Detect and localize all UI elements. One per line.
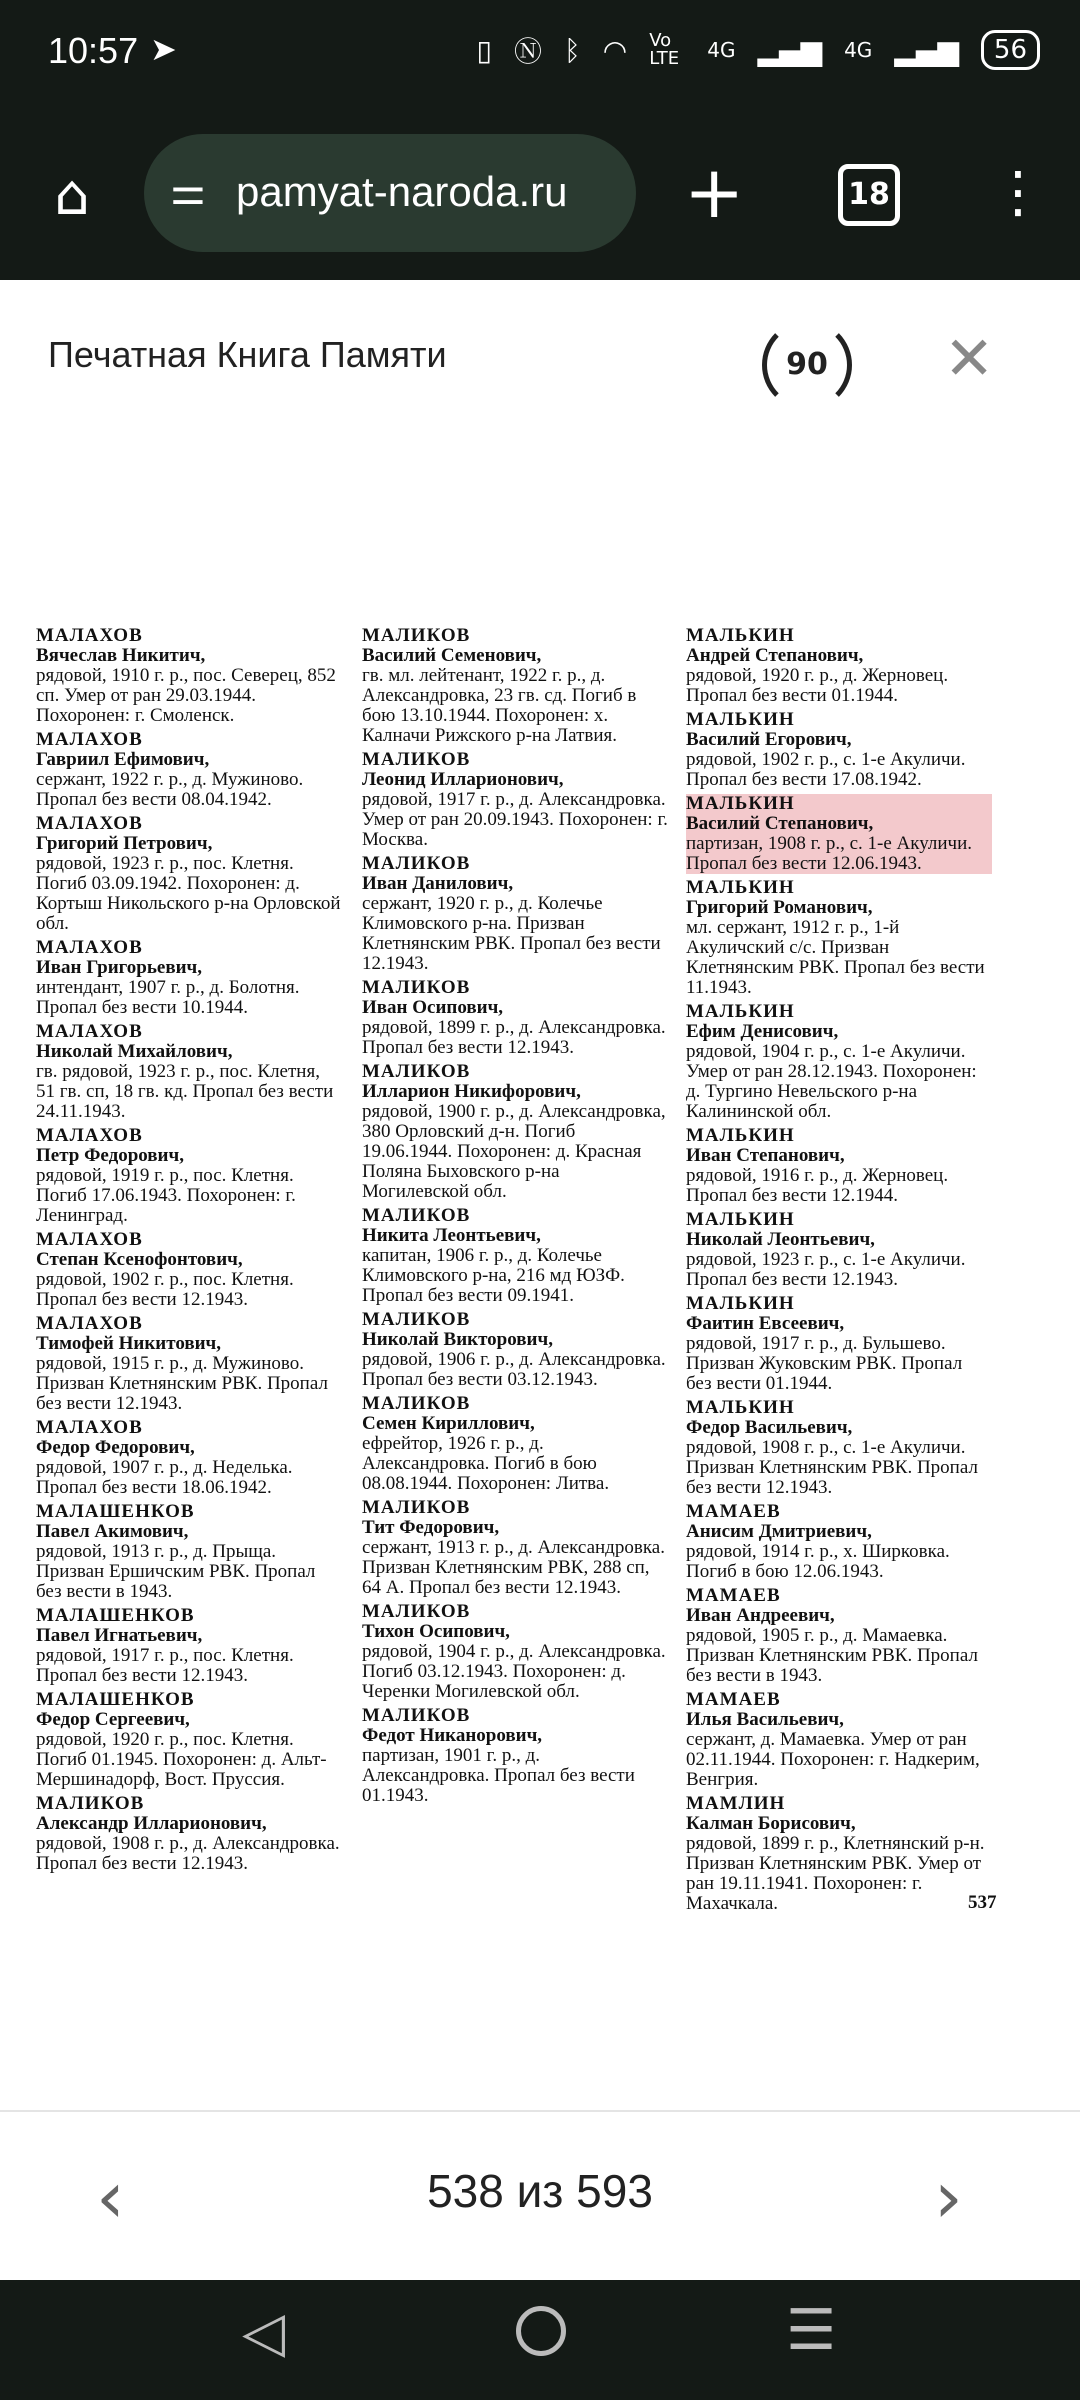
entry-surname: МАЛАХОВ — [36, 1125, 143, 1146]
next-page-button[interactable]: › — [934, 2155, 963, 2239]
entry-name: Григорий Романович, — [686, 897, 873, 918]
list-item — [362, 854, 668, 974]
entry-name: Василий Степанович, — [686, 813, 874, 834]
list-item — [362, 1206, 668, 1306]
entry-name: Федор Васильевич, — [686, 1417, 853, 1438]
entry-name: Тит Федорович, — [362, 1517, 500, 1538]
entry-name: Григорий Петрович, — [36, 833, 213, 854]
net2-label: 4G — [844, 38, 873, 62]
entry-name: Иван Данилович, — [362, 873, 514, 894]
list-item — [36, 1690, 342, 1790]
list-item — [36, 626, 342, 726]
entry-name: Павел Игнатьевич, — [36, 1625, 203, 1646]
entry-surname: МАМАЕВ — [686, 1585, 781, 1606]
entry-name: Николай Леонтьевич, — [686, 1229, 875, 1250]
entry-surname: МАЛЬКИН — [686, 793, 795, 814]
home-icon[interactable]: ⌂ — [54, 163, 90, 228]
browser-toolbar — [0, 108, 1080, 280]
list-item — [36, 938, 342, 1018]
text-column — [36, 626, 342, 1878]
entry-details: рядовой, 1923 г. р., с. 1-е Акуличи. Пропал без вести 12.1943. — [686, 1249, 966, 1290]
entry-surname: МАЛАХОВ — [36, 729, 143, 750]
volte-label: Vo LTE — [649, 30, 680, 69]
recents-icon[interactable]: ☰ — [786, 2298, 837, 2363]
signal-icon: ▂▄▆ — [757, 33, 823, 67]
entry-details: рядовой, 1902 г. р., пос. Клетня. Пропал без вести 12.1943. — [36, 1269, 294, 1310]
entry-details: рядовой, 1908 г. р., с. 1-е Акуличи. Призван Клетнянским РВК. Пропал без вести 12.1943. — [686, 1437, 978, 1498]
back-icon[interactable]: ◁ — [242, 2300, 286, 2365]
new-tab-button[interactable]: + — [684, 150, 745, 234]
entry-details: сержант, 1913 г. р., д. Александровка. Призван Клетнянским РВК, 288 сп, 64 А. Пропал без вести 12.1943. — [362, 1537, 665, 1598]
list-item — [36, 1418, 342, 1498]
entry-name: Павел Акимович, — [36, 1521, 189, 1542]
entry-name: Вячеслав Никитич, — [36, 645, 206, 666]
entry-name: Василий Егорович, — [686, 729, 852, 750]
entry-surname: МАЛИКОВ — [362, 1601, 471, 1622]
entry-name: Николай Викторович, — [362, 1329, 553, 1350]
entry-details: рядовой, 1917 г. р., пос. Клетня. Пропал без вести 12.1943. — [36, 1645, 294, 1686]
entry-surname: МАЛАХОВ — [36, 1021, 143, 1042]
pager — [0, 2110, 1080, 2282]
entry-surname: МАЛИКОВ — [362, 1393, 471, 1414]
entry-details: рядовой, 1907 г. р., д. Неделька. Пропал без вести 18.06.1942. — [36, 1457, 293, 1498]
entry-details: гв. мл. лейтенант, 1922 г. р., д. Александровка, 23 гв. сд. Погиб в бою 13.10.1944. Похоронен: х. Калначи Рижского р-на Латвия. — [362, 665, 637, 746]
entry-name: Анисим Дмитриевич, — [686, 1521, 872, 1542]
entry-details: рядовой, 1906 г. р., д. Александровка. Пропал без вести 03.12.1943. — [362, 1349, 666, 1390]
list-item — [686, 1502, 992, 1582]
entry-details: рядовой, 1919 г. р., пос. Клетня. Погиб 17.06.1943. Похоронен: г. Ленинград. — [36, 1165, 296, 1226]
entry-name: Василий Семенович, — [362, 645, 542, 666]
entry-details: партизан, 1901 г. р., д. Александровка. Пропал без вести 01.1943. — [362, 1745, 635, 1806]
text-column — [686, 626, 992, 1918]
entry-surname: МАЛЬКИН — [686, 1125, 795, 1146]
omnibox[interactable] — [144, 134, 636, 252]
list-item — [686, 1398, 992, 1498]
entry-name: Андрей Степанович, — [686, 645, 864, 666]
entry-details: интендант, 1907 г. р., д. Болотня. Пропал без вести 10.1944. — [36, 977, 300, 1018]
entry-details: ефрейтор, 1926 г. р., д. Александровка. Погиб в бою 08.08.1944. Похоронен: Литва. — [362, 1433, 610, 1494]
entry-surname: МАЛАХОВ — [36, 625, 143, 646]
entry-surname: МАЛЬКИН — [686, 1001, 795, 1022]
entry-surname: МАЛАШЕНКОВ — [36, 1501, 195, 1522]
entry-surname: МАЛИКОВ — [362, 853, 471, 874]
entry-details: рядовой, 1905 г. р., д. Мамаевка. Призван Клетнянским РВК. Пропал без вести в 1943. — [686, 1625, 978, 1686]
printed-page-number: 537 — [968, 1892, 997, 1913]
entry-surname: МАЛЬКИН — [686, 877, 795, 898]
entry-name: Федор Федорович, — [36, 1437, 195, 1458]
entry-surname: МАЛИКОВ — [362, 977, 471, 998]
list-item — [686, 1294, 992, 1394]
entry-details: сержант, д. Мамаевка. Умер от ран 02.11.1944. Похоронен: г. Надкерим, Венгрия. — [686, 1729, 980, 1790]
entry-name: Иван Григорьевич, — [36, 957, 203, 978]
more-menu-icon[interactable]: ⋮ — [990, 160, 1046, 225]
entry-name: Иван Степанович, — [686, 1145, 845, 1166]
entry-surname: МАЛЬКИН — [686, 709, 795, 730]
entry-name: Александр Илларионович, — [36, 1813, 267, 1834]
entry-surname: МАЛЬКИН — [686, 625, 795, 646]
entry-details: рядовой, 1915 г. р., д. Мужиново. Призван Клетнянским РВК. Пропал без вести 12.1943. — [36, 1353, 328, 1414]
list-item — [362, 978, 668, 1058]
entry-surname: МАМАЕВ — [686, 1689, 781, 1710]
list-item — [686, 1126, 992, 1206]
entry-surname: МАЛИКОВ — [362, 749, 471, 770]
book-viewer — [0, 280, 1080, 2280]
text-column — [362, 626, 668, 1810]
entry-details: капитан, 1906 г. р., д. Колечье Климовского р-на, 216 мд ЮЗФ. Пропал без вести 09.1941. — [362, 1245, 625, 1306]
viewer-header — [0, 280, 1080, 442]
entry-name: Илларион Никифорович, — [362, 1081, 581, 1102]
status-bar — [0, 0, 1080, 108]
list-item — [36, 1314, 342, 1414]
list-item — [686, 1210, 992, 1290]
list-item — [36, 1230, 342, 1310]
list-item — [36, 1022, 342, 1122]
entry-surname: МАЛИКОВ — [362, 1205, 471, 1226]
viewer-title: Печатная Книга Памяти — [48, 334, 447, 375]
list-item — [36, 1502, 342, 1602]
nfc-icon: Ⓝ — [513, 35, 542, 68]
entry-name: Тимофей Никитович, — [36, 1333, 222, 1354]
entry-details: рядовой, 1908 г. р., д. Александровка. Пропал без вести 12.1943. — [36, 1833, 340, 1874]
entry-details: сержант, 1922 г. р., д. Мужиново. Пропал без вести 08.04.1942. — [36, 769, 304, 810]
entry-details: рядовой, 1904 г. р., д. Александровка. Погиб 03.12.1943. Похоронен: д. Черенки Могилевской обл. — [362, 1641, 666, 1702]
list-item — [362, 750, 668, 850]
entry-details: партизан, 1908 г. р., с. 1-е Акуличи. Пропал без вести 12.06.1943. — [686, 833, 972, 874]
entry-details: рядовой, 1899 г. р., д. Александровка. Пропал без вести 12.1943. — [362, 1017, 666, 1058]
list-item — [686, 1794, 992, 1914]
battery-indicator: 56 — [981, 30, 1040, 70]
entry-details: рядовой, 1917 г. р., д. Бульшево. Призван Жуковским РВК. Пропал без вести 01.1944. — [686, 1333, 963, 1394]
document-page — [0, 440, 1080, 2110]
entry-details: рядовой, 1902 г. р., с. 1-е Акуличи. Пропал без вести 17.08.1942. — [686, 749, 966, 790]
list-item — [362, 1498, 668, 1598]
entry-details: рядовой, 1913 г. р., д. Прыща. Призван Ершичским РВК. Пропал без вести в 1943. — [36, 1541, 316, 1602]
entry-surname: МАЛЬКИН — [686, 1293, 795, 1314]
list-item — [36, 1126, 342, 1226]
close-icon[interactable]: ✕ — [944, 324, 995, 394]
list-item — [686, 1586, 992, 1686]
entry-surname: МАМАЕВ — [686, 1501, 781, 1522]
entry-name: Петр Федорович, — [36, 1145, 184, 1166]
entry-surname: МАЛИКОВ — [362, 1309, 471, 1330]
home-circle-icon[interactable] — [516, 2306, 566, 2356]
entry-details: рядовой, 1917 г. р., д. Александровка. Умер от ран 20.09.1943. Похоронен: г. Москва. — [362, 789, 668, 850]
status-time: 10:57 — [48, 30, 139, 71]
list-item — [362, 1062, 668, 1202]
list-item — [686, 1690, 992, 1790]
list-item — [362, 1310, 668, 1390]
entry-surname: МАЛИКОВ — [36, 1793, 145, 1814]
entry-surname: МАЛЬКИН — [686, 1397, 795, 1418]
entry-details: рядовой, 1914 г. р., х. Ширковка. Погиб в бою 12.06.1943. — [686, 1541, 950, 1582]
system-nav-bar — [0, 2280, 1080, 2400]
list-item — [36, 814, 342, 934]
status-icons — [477, 30, 1040, 70]
entry-name: Иван Андреевич, — [686, 1605, 835, 1626]
entry-name: Илья Васильевич, — [686, 1709, 844, 1730]
entry-details: гв. рядовой, 1923 г. р., пос. Клетня, 51 гв. сп, 18 гв. кд. Пропал без вести 24.11.1943. — [36, 1061, 334, 1122]
signal-icon: ▂▄▆ — [894, 33, 959, 67]
entry-details: рядовой, 1916 г. р., д. Жерновец. Пропал без вести 12.1944. — [686, 1165, 949, 1206]
entry-name: Федор Сергеевич, — [36, 1709, 190, 1730]
page-counter: 538 из 593 — [427, 2165, 653, 2217]
list-item — [36, 1794, 342, 1874]
entry-name: Калман Борисович, — [686, 1813, 856, 1834]
entry-name: Никита Леонтьевич, — [362, 1225, 541, 1246]
entry-name: Ефим Денисович, — [686, 1021, 839, 1042]
entry-name: Фаитин Евсеевич, — [686, 1313, 845, 1334]
entry-details: мл. сержант, 1912 г. р., 1-й Акуличский с/с. Призван Клетнянским РВК. Пропал без вести 11.1943. — [686, 917, 985, 998]
list-item — [362, 626, 668, 746]
wifi-icon: ◠ — [602, 33, 628, 67]
list-item — [686, 626, 992, 706]
entry-surname: МАЛЬКИН — [686, 1209, 795, 1230]
bluetooth-icon: ᛒ — [563, 33, 581, 67]
telegram-icon: ➤ — [150, 30, 177, 68]
list-item — [362, 1602, 668, 1702]
list-item — [362, 1394, 668, 1494]
entry-surname: МАЛИКОВ — [362, 1705, 471, 1726]
entry-surname: МАЛИКОВ — [362, 1497, 471, 1518]
entry-name: Тихон Осипович, — [362, 1621, 510, 1642]
entry-details: рядовой, 1920 г. р., пос. Клетня. Погиб 01.1945. Похоронен: д. Альт-Мершинадорф, Вост. Пруссия. — [36, 1729, 327, 1790]
site-settings-icon[interactable]: ⚌ — [170, 168, 206, 214]
list-item — [686, 1002, 992, 1122]
list-item — [686, 878, 992, 998]
entry-name: Степан Ксенофонтович, — [36, 1249, 243, 1270]
entry-details: рядовой, 1910 г. р., пос. Северец, 852 сп. Умер от ран 29.03.1944. Похоронен: г. Смоленск. — [36, 665, 336, 726]
entry-surname: МАЛАШЕНКОВ — [36, 1689, 195, 1710]
entry-surname: МАМЛИН — [686, 1793, 786, 1814]
prev-page-button[interactable]: ‹ — [96, 2155, 125, 2239]
entry-name: Николай Михайлович, — [36, 1041, 233, 1062]
entry-surname: МАЛАШЕНКОВ — [36, 1605, 195, 1626]
highlighted-entry — [686, 794, 992, 874]
list-item — [686, 710, 992, 790]
entry-details: сержант, 1920 г. р., д. Колечье Климовского р-на. Призван Клетнянским РВК. Пропал без вести 12.1943. — [362, 893, 661, 974]
entry-details: рядовой, 1904 г. р., с. 1-е Акуличи. Умер от ран 28.12.1943. Похоронен: д. Тургино Невельского р-на Калининской обл. — [686, 1041, 977, 1122]
entry-surname: МАЛАХОВ — [36, 813, 143, 834]
entry-surname: МАЛАХОВ — [36, 1313, 143, 1334]
vibrate-icon: ▯ — [476, 33, 492, 67]
net1-label: 4G — [707, 38, 736, 62]
entry-name: Гавриил Ефимович, — [36, 749, 210, 770]
entry-details: рядовой, 1900 г. р., д. Александровка, 380 Орловский д-н. Погиб 19.06.1944. Похоронен: д. Красная Поляна Быховского р-на Могилевской обл. — [362, 1101, 666, 1202]
entry-name: Иван Осипович, — [362, 997, 504, 1018]
list-item — [36, 730, 342, 810]
tab-switcher-button[interactable]: 18 — [838, 164, 900, 226]
entry-name: Федот Никанорович, — [362, 1725, 543, 1746]
rotate-button[interactable]: 90 — [762, 320, 852, 410]
entry-details: рядовой, 1899 г. р., Клетнянский р-н. Призван Клетнянским РВК. Умер от ран 19.11.1941. Похоронен: г. Махачкала. — [686, 1833, 985, 1914]
entry-details: рядовой, 1923 г. р., пос. Клетня. Погиб 03.09.1942. Похоронен: д. Кортыш Никольского р-на Орловской обл. — [36, 853, 341, 934]
url-text[interactable]: pamyat-naroda.ru — [236, 168, 568, 215]
list-item — [362, 1706, 668, 1806]
entry-surname: МАЛАХОВ — [36, 937, 143, 958]
entry-surname: МАЛАХОВ — [36, 1229, 143, 1250]
entry-name: Семен Кириллович, — [362, 1413, 535, 1434]
list-item — [36, 1606, 342, 1686]
entry-surname: МАЛИКОВ — [362, 1061, 471, 1082]
entry-details: рядовой, 1920 г. р., д. Жерновец. Пропал без вести 01.1944. — [686, 665, 949, 706]
entry-surname: МАЛИКОВ — [362, 625, 471, 646]
entry-name: Леонид Илларионович, — [362, 769, 564, 790]
entry-surname: МАЛАХОВ — [36, 1417, 143, 1438]
